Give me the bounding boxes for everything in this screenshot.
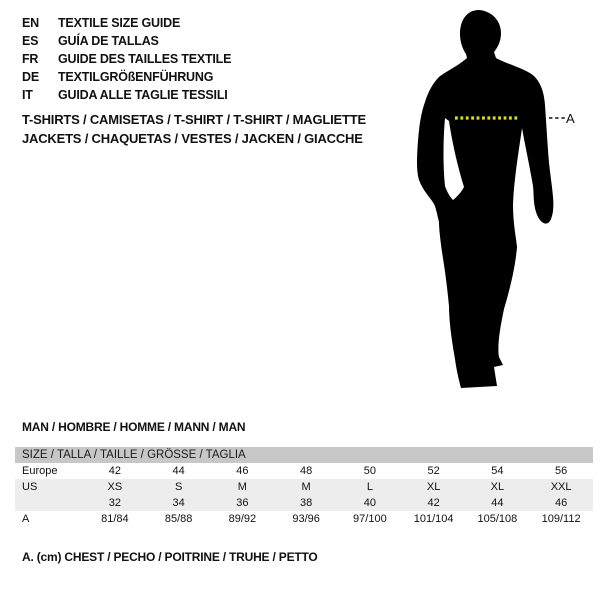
size-cell: 50 (363, 465, 376, 477)
language-row (22, 68, 231, 86)
table-row-chest-cm (15, 511, 593, 527)
size-cell: 38 (300, 497, 313, 509)
size-cell: 81/84 (101, 513, 129, 525)
language-code: FR (22, 52, 39, 66)
size-cell: 44 (491, 497, 504, 509)
table-row-europe (15, 463, 593, 479)
language-list (22, 14, 231, 104)
size-cell: 105/108 (477, 513, 518, 525)
size-cell: XS (107, 481, 123, 493)
size-cell: M (301, 481, 311, 493)
size-cell: S (174, 481, 183, 493)
language-row (22, 86, 231, 104)
language-title: GUIDA ALLE TAGLIE TESSILI (58, 88, 228, 102)
table-row-us-numeric (15, 495, 593, 511)
size-cell: 89/92 (228, 513, 257, 525)
size-cell: 54 (491, 465, 504, 477)
size-cell: 36 (236, 497, 249, 509)
category-lines (22, 110, 366, 148)
language-title: TEXTILE SIZE GUIDE (58, 16, 181, 30)
language-code: DE (22, 70, 39, 84)
size-cell: 46 (236, 465, 249, 477)
category-line-jackets: JACKETS / CHAQUETAS / VESTES / JACKEN / GIACCHE (22, 131, 363, 146)
size-table-header: SIZE / TALLA / TAILLE / GRÖSSE / TAGLIA (15, 447, 593, 463)
size-cell: 93/96 (292, 513, 320, 525)
size-cell: 46 (555, 497, 568, 509)
size-cell: XXL (550, 481, 572, 493)
size-cell: 32 (108, 497, 121, 509)
size-cell: 97/100 (353, 513, 387, 525)
size-cell: 85/88 (164, 513, 193, 525)
row-label: US (22, 481, 38, 493)
size-cell: XL (426, 481, 441, 493)
language-title: TEXTILGRÖßENFÜHRUNG (58, 70, 214, 84)
size-cell: 52 (427, 465, 440, 477)
category-line-tshirts: T-SHIRTS / CAMISETAS / T-SHIRT / T-SHIRT / MAGLIETTE (22, 112, 366, 127)
language-code: ES (22, 34, 39, 48)
gender-heading: MAN / HOMBRE / HOMME / MANN / MAN (22, 420, 246, 434)
language-code: EN (22, 16, 39, 30)
size-cell: 48 (300, 465, 313, 477)
chest-measurement-dashes (450, 110, 585, 126)
size-cell: 109/112 (541, 513, 581, 525)
row-label: A (22, 513, 30, 525)
table-row-us-letters (15, 479, 593, 495)
row-label: Europe (22, 465, 58, 477)
size-cell: 44 (172, 465, 185, 477)
size-cell: L (366, 481, 373, 493)
size-cell: XL (490, 481, 505, 493)
language-title: GUÍA DE TALLAS (58, 34, 159, 48)
measure-footnote: A. (cm) CHEST / PECHO / POITRINE / TRUHE / PETTO (22, 550, 318, 564)
man-silhouette (408, 8, 558, 390)
size-cell: 34 (172, 497, 185, 509)
size-cell: M (237, 481, 247, 493)
size-cell: 42 (108, 465, 121, 477)
language-title: GUIDE DES TAILLES TEXTILE (58, 52, 232, 66)
size-cell: 56 (555, 465, 568, 477)
language-row (22, 50, 231, 68)
size-table (15, 447, 593, 527)
size-cell: 42 (427, 497, 440, 509)
row-label (15, 495, 83, 511)
measure-label-a: A (566, 111, 575, 126)
language-code: IT (22, 88, 33, 102)
language-row (22, 14, 231, 32)
size-cell: 101/104 (413, 513, 454, 525)
size-cell: 40 (363, 497, 376, 509)
language-row (22, 32, 231, 50)
